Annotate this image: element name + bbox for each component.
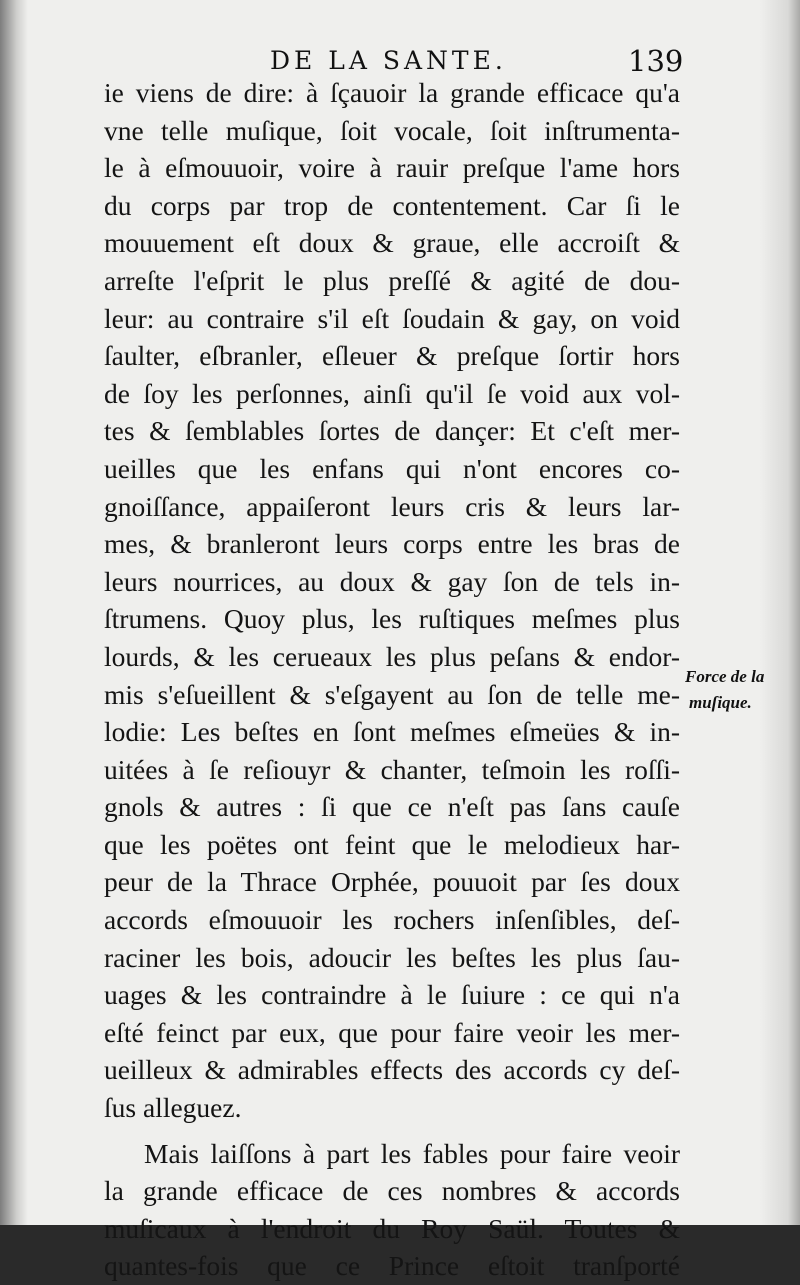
text-line: mis s'eſueillent & s'eſgayent au ſon de telle me-: [104, 678, 680, 710]
paragraph-start-line: Mais laiſſons à part les fables pour faire veoir: [144, 1137, 680, 1169]
text-line: ſtrumens. Quoy plus, les ruſtiques meſmes plus: [104, 603, 680, 635]
page-edge: [760, 0, 800, 1225]
marginal-note-line: muſique.: [689, 693, 752, 712]
text-line: le à eſmouuoir, voire à rauir preſque l'ame hors: [104, 152, 680, 184]
text-line: que les poëtes ont feint que le melodieux har-: [104, 828, 680, 860]
text-line: gnoiſſance, appaiſeront leurs cris & leurs lar-: [104, 490, 680, 522]
text-line: gnols & autres : ſi que ce n'eſt pas ſans cauſe: [104, 791, 680, 823]
text-line: raciner les bois, adoucir les beſtes les plus ſau-: [104, 941, 680, 973]
text-line: leur: au contraire s'il eſt ſoudain & gay, on void: [104, 302, 680, 334]
text-line: ſus alleguez.: [104, 1092, 242, 1124]
body-text: [104, 74, 680, 1285]
text-line: quantes-fois que ce Prince eſtoit tranſporté: [104, 1250, 680, 1282]
text-line: uitées à ſe reſiouyr & chanter, teſmoin les roſſi-: [104, 753, 680, 785]
text-line: leurs nourrices, au doux & gay ſon de tels in-: [104, 565, 680, 597]
text-line: ueilleux & admirables effects des accords cy deſ-: [104, 1054, 680, 1086]
text-line: ueilles que les enfans qui n'ont encores co-: [104, 452, 680, 484]
text-line: tes & ſemblables ſortes de dançer: Et c'eſt mer-: [104, 415, 680, 447]
gutter-shadow: [0, 0, 28, 1225]
text-line: lodie: Les beſtes en ſont meſmes eſmeües & in-: [104, 716, 680, 748]
page-number: 139: [628, 44, 684, 78]
text-line: eſté feinct par eux, que pour faire veoir les mer-: [104, 1016, 680, 1048]
text-line: ſaulter, eſbranler, eſleuer & preſque ſortir hors: [104, 340, 680, 372]
text-line: lourds, & les cerueaux les plus peſans & endor-: [104, 640, 680, 672]
text-line: de ſoy les perſonnes, ainſi qu'il ſe void aux vol-: [104, 377, 680, 409]
text-line: muſicaux à l'endroit du Roy Saül. Toutes &: [104, 1212, 680, 1244]
text-line: peur de la Thrace Orphée, pouuoit par ſes doux: [104, 866, 680, 898]
text-line: arreſte l'eſprit le plus preſſé & agité de dou-: [104, 264, 680, 296]
marginal-note-line: Force de la: [685, 667, 765, 686]
text-line: mes, & branleront leurs corps entre les bras de: [104, 528, 680, 560]
text-line: uages & les contraindre à le ſuiure : ce qui n'a: [104, 979, 680, 1011]
marginal-note: [685, 664, 764, 716]
text-line: vne telle muſique, ſoit vocale, ſoit inſtrumenta-: [104, 114, 680, 146]
text-line: du corps par trop de contentement. Car ſi le: [104, 189, 680, 221]
text-line: la grande efficace de ces nombres & accords: [104, 1175, 680, 1207]
text-line: ie viens de dire: à ſçauoir la grande efficace qu'a: [104, 77, 680, 108]
running-head: DE LA SANTE.: [270, 46, 507, 75]
text-line: mouuement eſt doux & graue, elle accroiſt &: [104, 227, 680, 259]
text-line: accords eſmouuoir les rochers inſenſibles, deſ-: [104, 904, 680, 936]
